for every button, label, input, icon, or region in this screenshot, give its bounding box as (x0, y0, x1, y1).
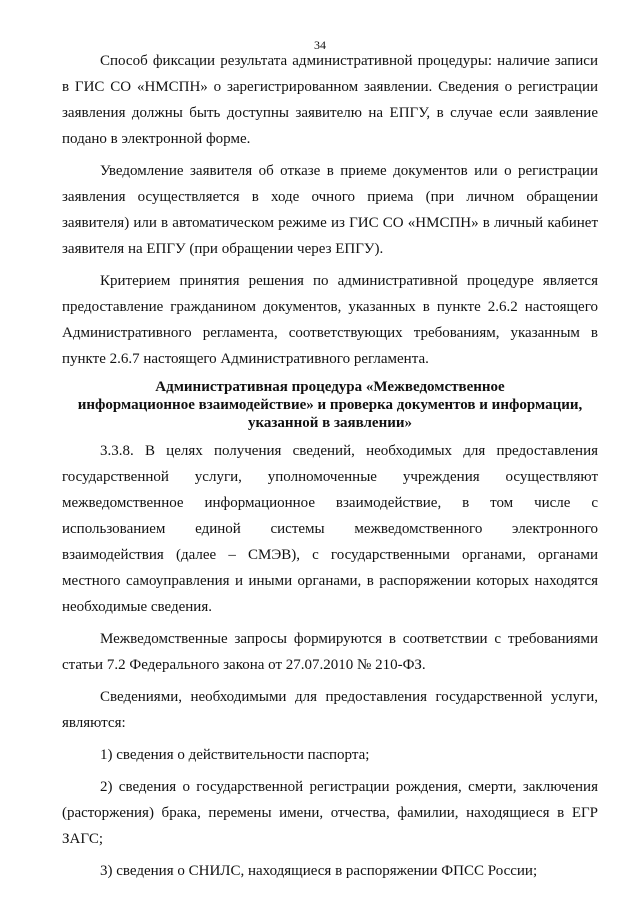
section-heading-line: информационное взаимодействие» и проверка документов и информации, (77, 397, 583, 413)
paragraph-decision-criterion: Критерием принятия решения по административной процедуре является предоставление гражданином документов, указанных в пункте 2.6.2 настоящего Административного регламента, соответствующих требованиям, указанным в пункте 2.6.7 настоящего Административного регламента. (62, 273, 598, 367)
list-item: 1) сведения о действительности паспорта; (100, 747, 370, 763)
paragraph-3-3-8: 3.3.8. В целях получения сведений, необходимых для предоставления государственной услуги, уполномоченные учреждения осуществляют межведомственное информационное взаимодействие, в том числе с использованием единой системы межведомственного электронного взаимодействия (далее – СМЭВ), с государственными органами, органами местного самоуправления и иными органами, в распоряжении которых находятся необходимые сведения. (62, 443, 598, 615)
paragraph-fixation-method: Способ фиксации результата административной процедуры: наличие записи в ГИС СО «НМСПН» о зарегистрированном заявлении. Сведения о регистрации заявления должны быть доступны заявителю на ЕПГУ, в случае если заявление подано в электронной форме. (62, 53, 598, 147)
paragraph-required-info: Сведениями, необходимыми для предоставления государственной услуги, являются: (62, 689, 598, 731)
section-heading-line: Административная процедура «Межведомственное (155, 379, 505, 395)
section-heading (62, 378, 598, 432)
section-heading-line: указанной в заявлении» (247, 415, 413, 431)
paragraph-notification: Уведомление заявителя об отказе в приеме документов или о регистрации заявления осуществляется в ходе очного приема (при личном обращении заявителя) или в автоматическом режиме из ГИС СО «НМСПН» в личный кабинет заявителя на ЕПГУ (при обращении через ЕПГУ). (62, 163, 598, 257)
page-number: 34 (314, 38, 326, 52)
document-body (62, 48, 598, 884)
paragraph-interagency-requests: Межведомственные запросы формируются в соответствии с требованиями статьи 7.2 Федерального закона от 27.07.2010 № 210-ФЗ. (62, 631, 598, 673)
list-item: 2) сведения о государственной регистрации рождения, смерти, заключения (расторжения) брака, перемены имени, отчества, фамилии, находящиеся в ЕГР ЗАГС; (62, 779, 598, 847)
list-item: 3) сведения о СНИЛС, находящиеся в распоряжении ФПСС России; (100, 863, 538, 879)
